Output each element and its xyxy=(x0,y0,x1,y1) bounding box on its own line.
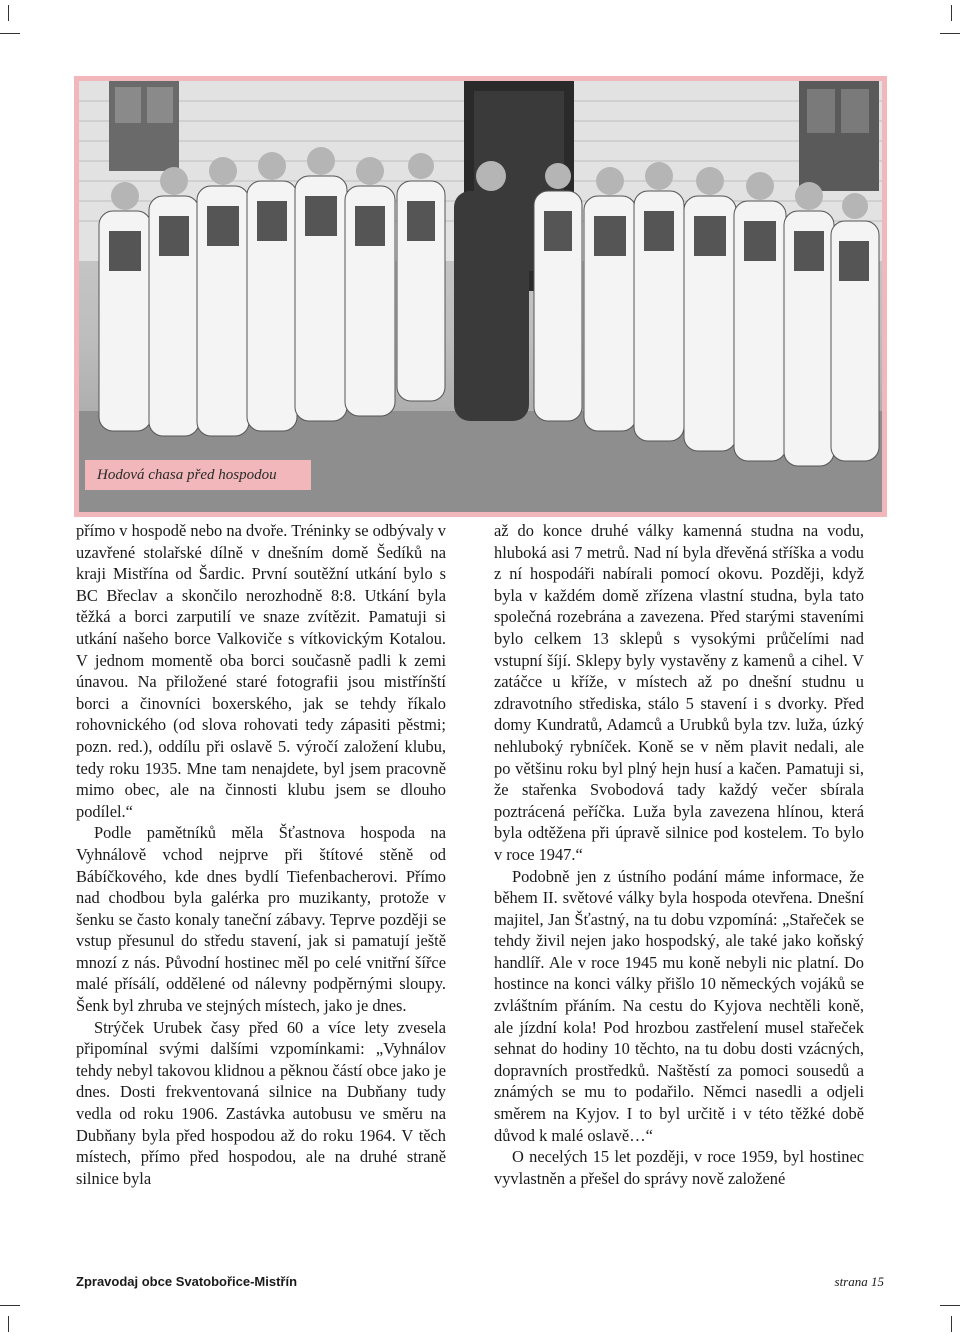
crop-mark xyxy=(951,5,952,21)
crop-mark xyxy=(951,1316,952,1332)
paragraph: Podle pamětníků měla Šťastnova hospoda na Vyhnálově vchod nejprve při štítové stěně od Bábíčkového, kde dnes bydlí Tiefenbacherovi. Přímo nad chodbou byla galérka pro muzikanty, protože v šenku se často konaly taneční zábavy. Teprve později se vstup přesunul do středu stavení, jak si pamatují ještě mnozí z nás. Původní hostinec měl po celé vnitřní šířce malé přísálí, oddělené od nálevny podpěrnými sloupy. Šenk byl zhruba ve stejných místech, jako je dnes. xyxy=(76,823,446,1016)
group-photo-illustration xyxy=(79,81,882,512)
paragraph: O necelých 15 let později, v roce 1959, byl hostinec vyvlastněn a přešel do správy nově založené xyxy=(494,1147,864,1188)
paragraph: přímo v hospodě nebo na dvoře. Tréninky se odbývaly v uzavřené stolařské dílně v dnešním domě Šedíků na kraji Mistřína od Šardic. První soutěžní utkání bylo s BC Břeclav a skončilo nerozhodně 8:8. Utkání byla těžká a borci zarputilí ve snaze zvítězit. Pamatuji si utkání našeho borce Valkoviče s vítkovickým Kotalou. V jednom momentě oba borci současně padli k zemi únavou. Na přiložené staré fotografii jsou mistřínští borci a činovníci boxerského, jak se tehdy říkalo rohovnického (od slova rohovati tedy zápasiti pěstmi; pozn. red.), oddílu při oslavě 5. výročí založení klubu, tedy roku 1935. Mne tam nenajdete, byl jsem pracovně mimo obec, ale na činnosti klubu jsem se dlouho podílel.“ xyxy=(76,521,446,821)
page-number: strana 15 xyxy=(834,1274,884,1289)
publication-name: Zpravodaj obce Svatobořice-Mistřín xyxy=(76,1274,298,1289)
photo-caption: Hodová chasa před hospodou xyxy=(85,460,311,490)
crop-mark xyxy=(0,1305,20,1306)
crop-mark xyxy=(940,1305,960,1306)
crop-mark xyxy=(8,1316,9,1332)
crop-mark xyxy=(8,5,9,21)
crop-mark xyxy=(0,33,20,34)
crop-mark xyxy=(940,33,960,34)
article-right-column xyxy=(494,520,864,1189)
article-left-column xyxy=(76,520,446,1189)
paragraph: Strýček Urubek časy před 60 a více lety zvesela připomínal svými dalšími vzpomínkami: „Vyhnálov tehdy nebyl takovou klidnou a pěknou částí obce jako je dnes. Dosti frekventovaná silnice na Dubňany tudy vedla od roku 1906. Zastávka autobusu ve směru na Dubňany byla před hospodou až do roku 1964. V těch místech, přímo před hospodou, ale na druhé straně silnice byla xyxy=(76,1017,446,1188)
paragraph: Podobně jen z ústního podání máme informace, že během II. světové války byla hospoda otevřena. Dnešní majitel, Jan Šťastný, na tu dobu vzpomíná: „Stařeček se tehdy živil nejen jako hospodský, ale také jako koňský handlíř. Ale v roce 1945 mu koně nebyli nic platní. Do hostince na konci války přišlo 10 německých vojáků se zvláštním přáním. Na cestu do Kyjova nechtěli koně, ale jízdní kola! Pod hrozbou zastřelení musel stařeček sehnat do hodiny 10 těchto, na tu dobu dosti vzácných, dopravních prostředků. Naštěstí za pomoci sousedů a známých se mu to podařilo. Němci nasedli a odjeli směrem na Kyjov. I to byl určitě i v této těžké době důvod k malé oslavě…“ xyxy=(494,866,864,1145)
paragraph: až do konce druhé války kamenná studna na vodu, hluboká asi 7 metrů. Nad ní byla dřevěná stříška a vodu z ní hospodáři nabírali pomocí okovu. Později, když byla v každém domě zřízena vlastní studna, byla tato společná rozebrána a zavezena. Před starými staveními bylo celkem 13 sklepů s vysokými průčelími nad vstupní šíjí. Sklepy byly vystavěny z kamenů a cihel. V zatáčce u kříže, v místech až po dnešní studnu u zdravotního střediska, stálo 5 stavení i s dvorky. Před domy Kundratů, Adamců a Urubků byla tzv. luža, úzký nehluboký rybníček. Koně se v něm plavit nedali, ale po většinu roku byl plný hejn husí a kačen. Pamatuji si, že stařenka Svobodová tady každý večer sbírala poztrácená peříčka. Luža byla zavezena hlínou, která byla odtěžena při úpravě silnice pod kostelem. To bylo v roce 1947.“ xyxy=(494,521,864,864)
photo-frame xyxy=(74,76,887,517)
group-photo xyxy=(79,81,882,512)
